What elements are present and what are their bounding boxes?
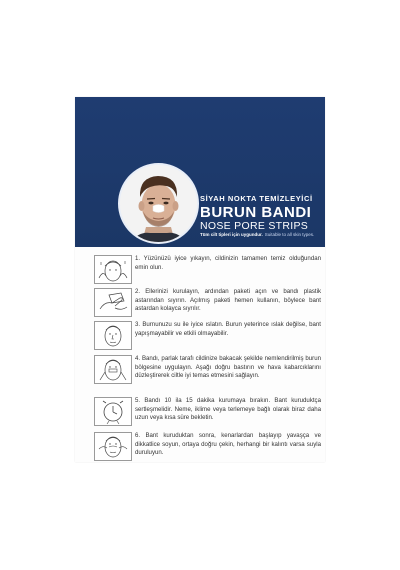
peel-strip-icon bbox=[94, 288, 132, 317]
step-text: 1. Yüzünüzü iyice yıkayın, cildinizin tamamen temiz olduğundan emin olun. bbox=[135, 255, 321, 271]
skin-type-en: Suitable to all skin types. bbox=[264, 232, 315, 237]
brand-block bbox=[200, 195, 314, 238]
model-face-image bbox=[120, 165, 197, 242]
wet-nose-icon bbox=[94, 321, 132, 350]
skin-type-note bbox=[200, 233, 314, 238]
product-package bbox=[75, 97, 325, 462]
model-portrait bbox=[118, 163, 199, 244]
step-text: 3. Burnunuzu su ile iyice ıslatın. Burun yeterince ıslak değilse, bant yapışmayabilir ve etkili olmayabilir. bbox=[135, 321, 321, 337]
remove-strip-icon bbox=[94, 432, 132, 461]
skin-type-tr: Tüm cilt tipleri için uygundur. bbox=[200, 232, 263, 237]
timer-clock-icon bbox=[94, 397, 132, 426]
product-title-en: NOSE PORE STRIPS bbox=[200, 219, 309, 232]
package-banner bbox=[75, 97, 325, 247]
washing-face-icon bbox=[94, 255, 132, 284]
apply-strip-icon bbox=[94, 355, 132, 384]
step-text: 5. Bandı 10 ila 15 dakika kurumaya bırakın. Bant kuruduktça sertleşmelidir. Neme, iklime veya terlemeye bağlı olarak biraz daha uzun veya kısa süre bekletin. bbox=[135, 397, 321, 421]
product-subtitle: SİYAH NOKTA TEMİZLEYİCİ bbox=[200, 194, 313, 203]
step-text: 2. Ellerinizi kurulayın, ardından paketi açın ve bandı plastik astarından sıyırın. Açılmış paketi hemen kullanın, böylece bant astardan kolayca sıyrılır. bbox=[135, 288, 321, 312]
step-text: 4. Bandı, parlak tarafı cildinize bakacak şekilde nemlendirilmiş burun bölgesine uygulayın. Aşağı doğru bastırın ve hava kabarcıklarını düzleştirerek ciltle iyi temas etmesini sağlayın. bbox=[135, 355, 321, 379]
step-text: 6. Bant kuruduktan sonra, kenarlardan başlayıp yavaşça ve dikkatlice soyun, ortaya doğru çekin, herhangi bir kalıntı varsa suyla duruluyun. bbox=[135, 432, 321, 456]
product-title: BURUN BANDI bbox=[200, 203, 312, 221]
